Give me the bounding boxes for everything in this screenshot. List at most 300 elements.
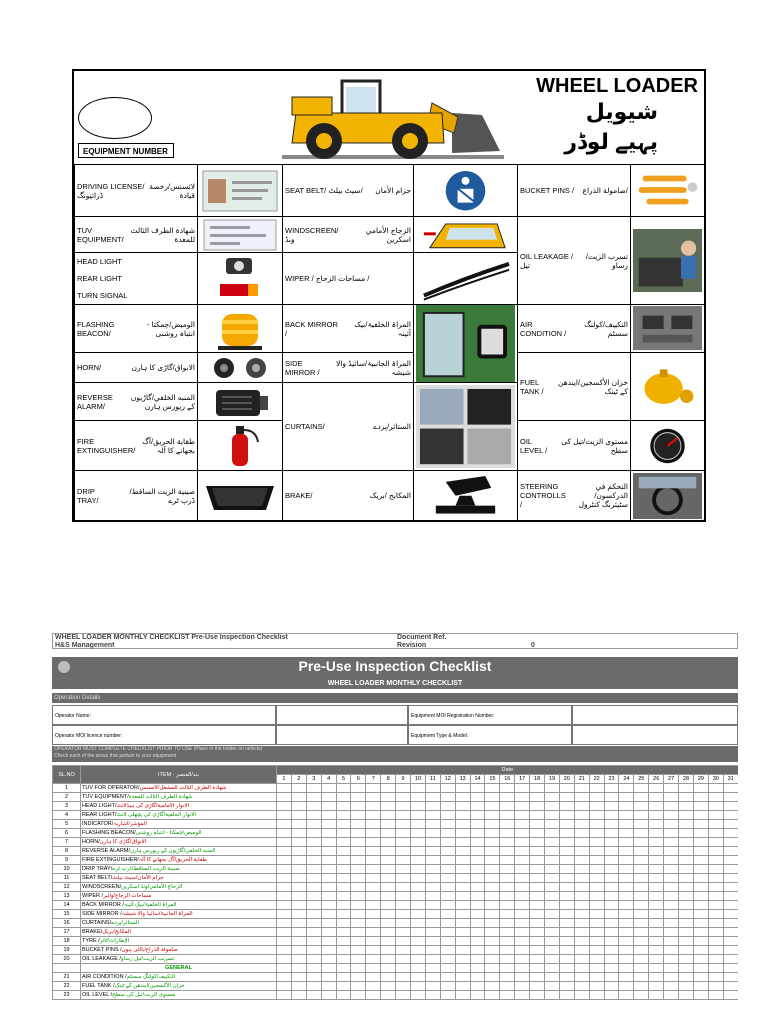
check-cell[interactable]: [277, 793, 292, 802]
check-cell[interactable]: [604, 829, 619, 838]
check-cell[interactable]: [664, 865, 679, 874]
check-cell[interactable]: [589, 802, 604, 811]
check-cell[interactable]: [500, 973, 515, 982]
check-cell[interactable]: [589, 964, 604, 973]
check-cell[interactable]: [604, 919, 619, 928]
check-cell[interactable]: [723, 820, 738, 829]
check-cell[interactable]: [708, 784, 723, 793]
check-cell[interactable]: [351, 892, 366, 901]
check-cell[interactable]: [455, 991, 470, 1000]
check-cell[interactable]: [530, 784, 545, 793]
check-cell[interactable]: [559, 883, 574, 892]
check-cell[interactable]: [515, 982, 530, 991]
check-cell[interactable]: [411, 946, 426, 955]
check-cell[interactable]: [634, 883, 649, 892]
check-cell[interactable]: [515, 865, 530, 874]
check-cell[interactable]: [664, 784, 679, 793]
check-cell[interactable]: [425, 874, 440, 883]
check-cell[interactable]: [500, 901, 515, 910]
check-cell[interactable]: [574, 811, 589, 820]
check-cell[interactable]: [425, 928, 440, 937]
check-cell[interactable]: [291, 964, 306, 973]
check-cell[interactable]: [559, 811, 574, 820]
check-cell[interactable]: [425, 946, 440, 955]
check-cell[interactable]: [321, 820, 336, 829]
check-cell[interactable]: [396, 982, 411, 991]
check-cell[interactable]: [485, 856, 500, 865]
check-cell[interactable]: [351, 919, 366, 928]
check-cell[interactable]: [351, 973, 366, 982]
check-cell[interactable]: [634, 829, 649, 838]
check-cell[interactable]: [485, 964, 500, 973]
check-cell[interactable]: [679, 892, 694, 901]
check-cell[interactable]: [679, 919, 694, 928]
check-cell[interactable]: [425, 865, 440, 874]
check-cell[interactable]: [559, 793, 574, 802]
check-cell[interactable]: [440, 928, 455, 937]
check-cell[interactable]: [366, 928, 381, 937]
check-cell[interactable]: [574, 928, 589, 937]
check-cell[interactable]: [470, 838, 485, 847]
check-cell[interactable]: [306, 838, 321, 847]
check-cell[interactable]: [411, 928, 426, 937]
check-cell[interactable]: [366, 910, 381, 919]
check-cell[interactable]: [336, 874, 351, 883]
check-cell[interactable]: [485, 973, 500, 982]
check-cell[interactable]: [336, 946, 351, 955]
check-cell[interactable]: [619, 793, 634, 802]
check-cell[interactable]: [693, 847, 708, 856]
check-cell[interactable]: [693, 991, 708, 1000]
check-cell[interactable]: [708, 811, 723, 820]
check-cell[interactable]: [351, 847, 366, 856]
check-cell[interactable]: [708, 856, 723, 865]
check-cell[interactable]: [455, 802, 470, 811]
check-cell[interactable]: [411, 982, 426, 991]
check-cell[interactable]: [559, 802, 574, 811]
check-cell[interactable]: [321, 838, 336, 847]
check-cell[interactable]: [649, 829, 664, 838]
check-cell[interactable]: [604, 973, 619, 982]
check-cell[interactable]: [396, 820, 411, 829]
check-cell[interactable]: [381, 802, 396, 811]
check-cell[interactable]: [381, 937, 396, 946]
check-cell[interactable]: [604, 982, 619, 991]
check-cell[interactable]: [649, 802, 664, 811]
check-cell[interactable]: [381, 874, 396, 883]
check-cell[interactable]: [455, 928, 470, 937]
check-cell[interactable]: [291, 883, 306, 892]
check-cell[interactable]: [351, 883, 366, 892]
check-cell[interactable]: [425, 955, 440, 964]
check-cell[interactable]: [693, 946, 708, 955]
check-cell[interactable]: [634, 928, 649, 937]
check-cell[interactable]: [366, 829, 381, 838]
check-cell[interactable]: [396, 955, 411, 964]
check-cell[interactable]: [411, 820, 426, 829]
check-cell[interactable]: [530, 793, 545, 802]
check-cell[interactable]: [664, 955, 679, 964]
check-cell[interactable]: [321, 847, 336, 856]
check-cell[interactable]: [321, 874, 336, 883]
check-cell[interactable]: [336, 784, 351, 793]
check-cell[interactable]: [530, 955, 545, 964]
check-cell[interactable]: [723, 910, 738, 919]
check-cell[interactable]: [634, 901, 649, 910]
check-cell[interactable]: [679, 838, 694, 847]
check-cell[interactable]: [500, 919, 515, 928]
check-cell[interactable]: [381, 928, 396, 937]
check-cell[interactable]: [634, 856, 649, 865]
check-cell[interactable]: [723, 802, 738, 811]
check-cell[interactable]: [291, 892, 306, 901]
check-cell[interactable]: [723, 847, 738, 856]
check-cell[interactable]: [604, 793, 619, 802]
check-cell[interactable]: [500, 811, 515, 820]
check-cell[interactable]: [619, 991, 634, 1000]
check-cell[interactable]: [396, 793, 411, 802]
check-cell[interactable]: [604, 820, 619, 829]
check-cell[interactable]: [634, 919, 649, 928]
check-cell[interactable]: [589, 919, 604, 928]
check-cell[interactable]: [515, 820, 530, 829]
check-cell[interactable]: [708, 865, 723, 874]
check-cell[interactable]: [336, 937, 351, 946]
check-cell[interactable]: [381, 991, 396, 1000]
check-cell[interactable]: [440, 865, 455, 874]
check-cell[interactable]: [559, 856, 574, 865]
check-cell[interactable]: [425, 910, 440, 919]
check-cell[interactable]: [559, 937, 574, 946]
check-cell[interactable]: [530, 865, 545, 874]
check-cell[interactable]: [411, 811, 426, 820]
check-cell[interactable]: [559, 964, 574, 973]
check-cell[interactable]: [545, 883, 560, 892]
check-cell[interactable]: [515, 991, 530, 1000]
check-cell[interactable]: [291, 946, 306, 955]
check-cell[interactable]: [604, 991, 619, 1000]
check-cell[interactable]: [306, 919, 321, 928]
check-cell[interactable]: [574, 793, 589, 802]
check-cell[interactable]: [634, 973, 649, 982]
check-cell[interactable]: [649, 973, 664, 982]
check-cell[interactable]: [619, 820, 634, 829]
check-cell[interactable]: [545, 910, 560, 919]
check-cell[interactable]: [291, 793, 306, 802]
check-cell[interactable]: [455, 820, 470, 829]
check-cell[interactable]: [723, 982, 738, 991]
check-cell[interactable]: [336, 955, 351, 964]
check-cell[interactable]: [321, 964, 336, 973]
check-cell[interactable]: [708, 892, 723, 901]
check-cell[interactable]: [321, 856, 336, 865]
check-cell[interactable]: [634, 874, 649, 883]
check-cell[interactable]: [515, 973, 530, 982]
check-cell[interactable]: [321, 865, 336, 874]
check-cell[interactable]: [425, 883, 440, 892]
check-cell[interactable]: [500, 865, 515, 874]
check-cell[interactable]: [291, 802, 306, 811]
check-cell[interactable]: [351, 838, 366, 847]
check-cell[interactable]: [559, 874, 574, 883]
check-cell[interactable]: [530, 829, 545, 838]
check-cell[interactable]: [649, 874, 664, 883]
check-cell[interactable]: [306, 937, 321, 946]
check-cell[interactable]: [634, 793, 649, 802]
check-cell[interactable]: [515, 874, 530, 883]
check-cell[interactable]: [381, 910, 396, 919]
check-cell[interactable]: [277, 784, 292, 793]
check-cell[interactable]: [545, 820, 560, 829]
check-cell[interactable]: [366, 784, 381, 793]
check-cell[interactable]: [500, 946, 515, 955]
check-cell[interactable]: [336, 856, 351, 865]
check-cell[interactable]: [291, 955, 306, 964]
check-cell[interactable]: [440, 982, 455, 991]
check-cell[interactable]: [306, 802, 321, 811]
check-cell[interactable]: [559, 991, 574, 1000]
check-cell[interactable]: [664, 820, 679, 829]
check-cell[interactable]: [277, 982, 292, 991]
check-cell[interactable]: [619, 937, 634, 946]
check-cell[interactable]: [559, 910, 574, 919]
check-cell[interactable]: [545, 802, 560, 811]
check-cell[interactable]: [664, 919, 679, 928]
check-cell[interactable]: [440, 856, 455, 865]
check-cell[interactable]: [306, 955, 321, 964]
check-cell[interactable]: [336, 811, 351, 820]
check-cell[interactable]: [723, 964, 738, 973]
check-cell[interactable]: [291, 874, 306, 883]
check-cell[interactable]: [485, 946, 500, 955]
check-cell[interactable]: [321, 901, 336, 910]
check-cell[interactable]: [530, 838, 545, 847]
check-cell[interactable]: [485, 955, 500, 964]
check-cell[interactable]: [321, 946, 336, 955]
check-cell[interactable]: [589, 955, 604, 964]
check-cell[interactable]: [679, 847, 694, 856]
check-cell[interactable]: [440, 991, 455, 1000]
check-cell[interactable]: [351, 901, 366, 910]
check-cell[interactable]: [604, 946, 619, 955]
check-cell[interactable]: [425, 892, 440, 901]
check-cell[interactable]: [649, 955, 664, 964]
check-cell[interactable]: [679, 946, 694, 955]
check-cell[interactable]: [440, 964, 455, 973]
check-cell[interactable]: [336, 838, 351, 847]
check-cell[interactable]: [723, 901, 738, 910]
check-cell[interactable]: [455, 811, 470, 820]
check-cell[interactable]: [723, 946, 738, 955]
check-cell[interactable]: [664, 793, 679, 802]
check-cell[interactable]: [455, 919, 470, 928]
check-cell[interactable]: [515, 793, 530, 802]
check-cell[interactable]: [679, 928, 694, 937]
check-cell[interactable]: [559, 955, 574, 964]
check-cell[interactable]: [574, 883, 589, 892]
check-cell[interactable]: [559, 901, 574, 910]
check-cell[interactable]: [455, 982, 470, 991]
check-cell[interactable]: [455, 784, 470, 793]
check-cell[interactable]: [559, 946, 574, 955]
check-cell[interactable]: [649, 910, 664, 919]
check-cell[interactable]: [545, 919, 560, 928]
check-cell[interactable]: [366, 802, 381, 811]
check-cell[interactable]: [589, 982, 604, 991]
check-cell[interactable]: [485, 811, 500, 820]
check-cell[interactable]: [455, 793, 470, 802]
check-cell[interactable]: [723, 928, 738, 937]
check-cell[interactable]: [291, 838, 306, 847]
check-cell[interactable]: [574, 820, 589, 829]
check-cell[interactable]: [470, 955, 485, 964]
check-cell[interactable]: [440, 874, 455, 883]
check-cell[interactable]: [604, 883, 619, 892]
check-cell[interactable]: [693, 793, 708, 802]
check-cell[interactable]: [381, 964, 396, 973]
check-cell[interactable]: [321, 991, 336, 1000]
check-cell[interactable]: [470, 982, 485, 991]
check-cell[interactable]: [589, 973, 604, 982]
check-cell[interactable]: [530, 937, 545, 946]
check-cell[interactable]: [604, 964, 619, 973]
check-cell[interactable]: [470, 802, 485, 811]
check-cell[interactable]: [545, 838, 560, 847]
check-cell[interactable]: [664, 901, 679, 910]
check-cell[interactable]: [515, 784, 530, 793]
check-cell[interactable]: [500, 982, 515, 991]
check-cell[interactable]: [604, 892, 619, 901]
check-cell[interactable]: [351, 820, 366, 829]
check-cell[interactable]: [649, 892, 664, 901]
check-cell[interactable]: [649, 919, 664, 928]
check-cell[interactable]: [708, 973, 723, 982]
check-cell[interactable]: [440, 811, 455, 820]
check-cell[interactable]: [500, 892, 515, 901]
check-cell[interactable]: [604, 802, 619, 811]
check-cell[interactable]: [574, 991, 589, 1000]
check-cell[interactable]: [336, 892, 351, 901]
check-cell[interactable]: [470, 991, 485, 1000]
check-cell[interactable]: [693, 955, 708, 964]
check-cell[interactable]: [291, 847, 306, 856]
check-cell[interactable]: [277, 829, 292, 838]
check-cell[interactable]: [619, 955, 634, 964]
check-cell[interactable]: [455, 847, 470, 856]
equipment-number-oval[interactable]: [78, 97, 152, 139]
check-cell[interactable]: [366, 811, 381, 820]
check-cell[interactable]: [381, 883, 396, 892]
check-cell[interactable]: [515, 928, 530, 937]
check-cell[interactable]: [321, 982, 336, 991]
check-cell[interactable]: [574, 937, 589, 946]
check-cell[interactable]: [381, 793, 396, 802]
check-cell[interactable]: [396, 784, 411, 793]
check-cell[interactable]: [500, 793, 515, 802]
check-cell[interactable]: [336, 793, 351, 802]
check-cell[interactable]: [381, 865, 396, 874]
check-cell[interactable]: [470, 964, 485, 973]
check-cell[interactable]: [619, 874, 634, 883]
check-cell[interactable]: [545, 946, 560, 955]
check-cell[interactable]: [321, 784, 336, 793]
check-cell[interactable]: [306, 892, 321, 901]
check-cell[interactable]: [440, 847, 455, 856]
check-cell[interactable]: [664, 910, 679, 919]
check-cell[interactable]: [604, 910, 619, 919]
check-cell[interactable]: [396, 919, 411, 928]
check-cell[interactable]: [604, 865, 619, 874]
check-cell[interactable]: [470, 847, 485, 856]
check-cell[interactable]: [708, 955, 723, 964]
check-cell[interactable]: [574, 784, 589, 793]
check-cell[interactable]: [664, 856, 679, 865]
check-cell[interactable]: [545, 847, 560, 856]
check-cell[interactable]: [515, 892, 530, 901]
check-cell[interactable]: [485, 910, 500, 919]
check-cell[interactable]: [455, 892, 470, 901]
check-cell[interactable]: [723, 811, 738, 820]
check-cell[interactable]: [589, 856, 604, 865]
check-cell[interactable]: [351, 829, 366, 838]
check-cell[interactable]: [366, 946, 381, 955]
check-cell[interactable]: [649, 856, 664, 865]
check-cell[interactable]: [411, 910, 426, 919]
check-cell[interactable]: [411, 856, 426, 865]
check-cell[interactable]: [351, 802, 366, 811]
check-cell[interactable]: [455, 838, 470, 847]
check-cell[interactable]: [530, 901, 545, 910]
check-cell[interactable]: [306, 883, 321, 892]
check-cell[interactable]: [515, 946, 530, 955]
check-cell[interactable]: [381, 838, 396, 847]
check-cell[interactable]: [619, 865, 634, 874]
check-cell[interactable]: [530, 892, 545, 901]
check-cell[interactable]: [679, 856, 694, 865]
check-cell[interactable]: [425, 856, 440, 865]
check-cell[interactable]: [619, 910, 634, 919]
check-cell[interactable]: [679, 991, 694, 1000]
check-cell[interactable]: [351, 793, 366, 802]
check-cell[interactable]: [425, 982, 440, 991]
check-cell[interactable]: [470, 811, 485, 820]
check-cell[interactable]: [708, 883, 723, 892]
check-cell[interactable]: [411, 793, 426, 802]
check-cell[interactable]: [411, 838, 426, 847]
check-cell[interactable]: [277, 928, 292, 937]
check-cell[interactable]: [366, 820, 381, 829]
check-cell[interactable]: [664, 874, 679, 883]
check-cell[interactable]: [664, 883, 679, 892]
check-cell[interactable]: [440, 784, 455, 793]
check-cell[interactable]: [708, 820, 723, 829]
check-cell[interactable]: [723, 892, 738, 901]
check-cell[interactable]: [425, 937, 440, 946]
check-cell[interactable]: [381, 946, 396, 955]
check-cell[interactable]: [366, 973, 381, 982]
check-cell[interactable]: [693, 964, 708, 973]
check-cell[interactable]: [425, 919, 440, 928]
check-cell[interactable]: [679, 883, 694, 892]
check-cell[interactable]: [559, 982, 574, 991]
check-cell[interactable]: [470, 946, 485, 955]
check-cell[interactable]: [649, 793, 664, 802]
check-cell[interactable]: [708, 910, 723, 919]
check-cell[interactable]: [351, 991, 366, 1000]
check-cell[interactable]: [679, 820, 694, 829]
check-cell[interactable]: [336, 829, 351, 838]
check-cell[interactable]: [515, 901, 530, 910]
